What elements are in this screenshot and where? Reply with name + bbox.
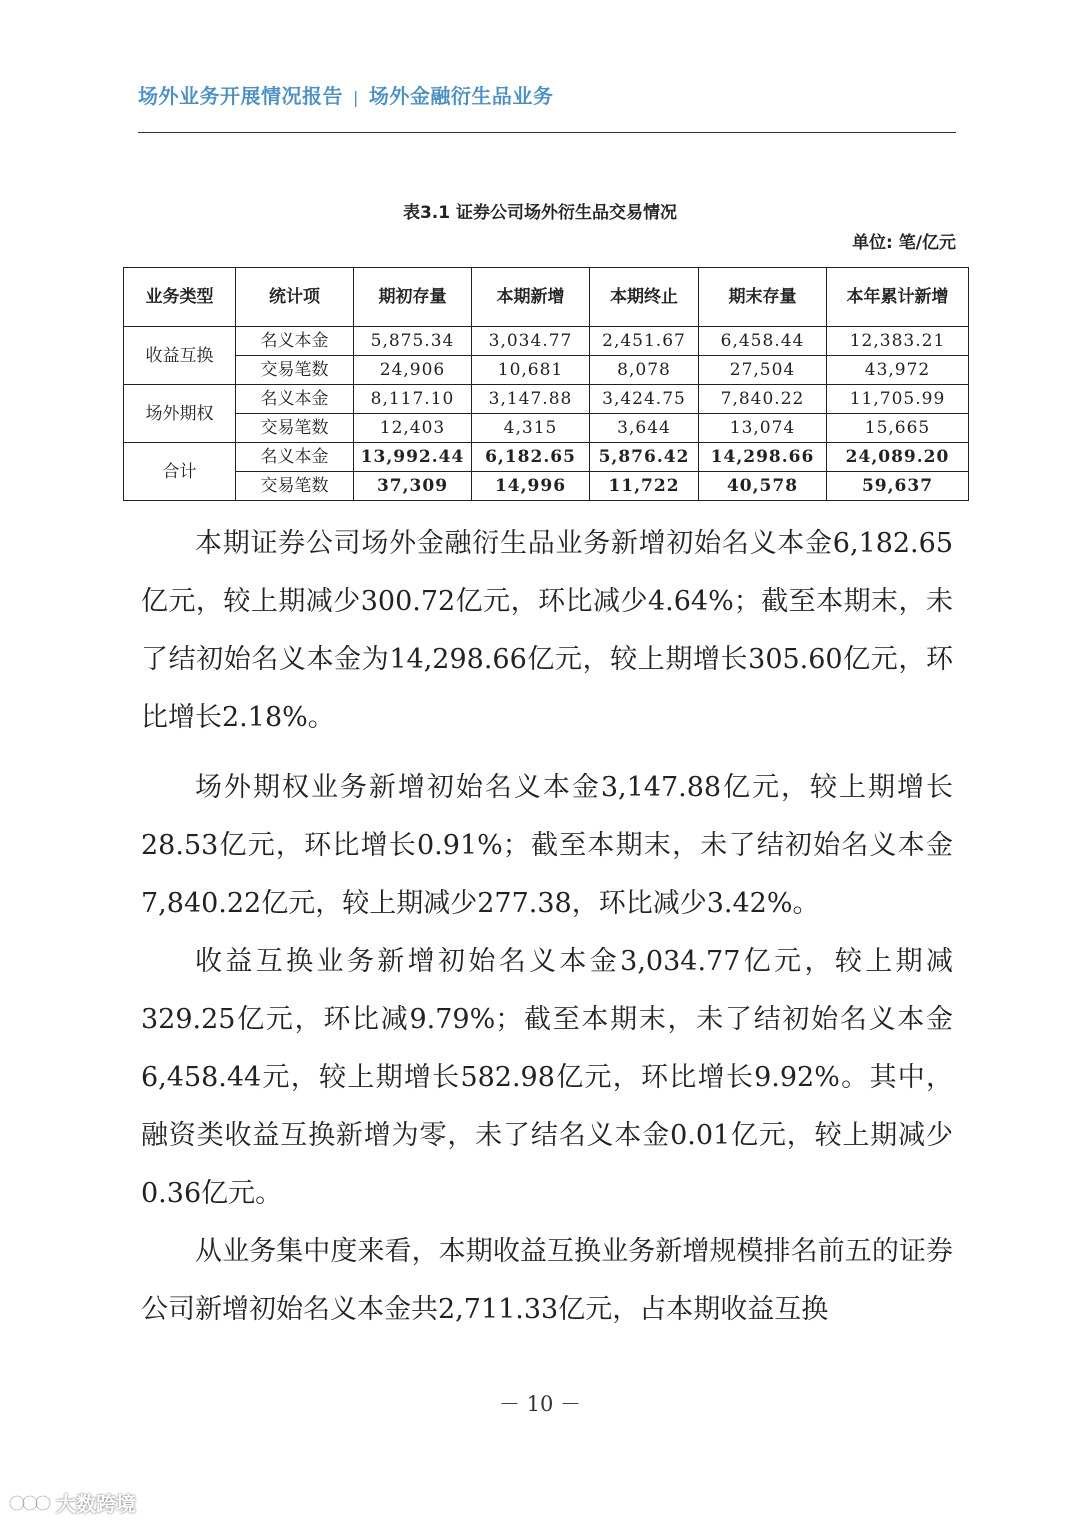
header-separator: | [353, 88, 359, 107]
value-cell: 4,315 [472, 414, 590, 443]
value-cell: 14,298.66 [699, 443, 827, 472]
value-cell: 6,458.44 [699, 327, 827, 356]
table-row [124, 356, 969, 385]
item-cell: 交易笔数 [236, 356, 354, 385]
table-row-total [124, 472, 969, 501]
value-cell: 2,451.67 [590, 327, 699, 356]
item-cell: 名义本金 [236, 327, 354, 356]
header-cell: 期初存量 [354, 268, 472, 327]
paragraph: 收益互换业务新增初始名义本金3,034.77亿元，较上期减329.25亿元，环比减9.79%；截至本期末，未了结初始名义本金6,458.44元，较上期增长582.98亿元，环比增长9.92%。其中，融资类收益互换新增为零，未了结名义本金0.01亿元，较上期减少0.36亿元。 [141, 946, 953, 1209]
value-cell: 15,665 [827, 414, 969, 443]
header-cell: 本期终止 [590, 268, 699, 327]
header-cell: 本年累计新增 [827, 268, 969, 327]
item-cell: 名义本金 [236, 443, 354, 472]
table-row [124, 385, 969, 414]
value-cell: 14,996 [472, 472, 590, 501]
item-cell: 交易笔数 [236, 414, 354, 443]
header-rule [138, 132, 956, 133]
header-report-title: 场外业务开展情况报告 [138, 84, 343, 108]
value-cell: 3,034.77 [472, 327, 590, 356]
value-cell: 12,403 [354, 414, 472, 443]
running-header [138, 80, 956, 109]
header-cell: 业务类型 [124, 268, 236, 327]
value-cell: 12,383.21 [827, 327, 969, 356]
group-cell-total: 合计 [124, 443, 236, 501]
value-cell: 59,637 [827, 472, 969, 501]
header-cell: 期末存量 [699, 268, 827, 327]
page-number: － 10 － [498, 1392, 582, 1416]
paragraph: 本期证券公司场外金融衍生品业务新增初始名义本金6,182.65亿元，较上期减少300.72亿元，环比减少4.64%；截至本期末，未了结初始名义本金为14,298.66亿元，较上期增长305.60亿元，环比增长2.18%。 [141, 528, 953, 733]
value-cell: 10,681 [472, 356, 590, 385]
table-header-row [124, 268, 969, 327]
paragraph: 从业务集中度来看，本期收益互换业务新增规模排名前五的证券公司新增初始名义本金共2,711.33亿元，占本期收益互换 [141, 1236, 953, 1325]
value-cell: 5,876.42 [590, 443, 699, 472]
table-row-total [124, 443, 969, 472]
item-cell: 交易笔数 [236, 472, 354, 501]
value-cell: 5,875.34 [354, 327, 472, 356]
table-unit: 单位: 笔/亿元 [852, 233, 956, 253]
header-cell: 本期新增 [472, 268, 590, 327]
value-cell: 27,504 [699, 356, 827, 385]
value-cell: 3,644 [590, 414, 699, 443]
value-cell: 11,705.99 [827, 385, 969, 414]
watermark [8, 1488, 136, 1517]
group-cell-otc-option: 场外期权 [124, 385, 236, 443]
value-cell: 43,972 [827, 356, 969, 385]
value-cell: 3,424.75 [590, 385, 699, 414]
header-section-title: 场外金融衍生品业务 [368, 84, 554, 108]
body-text [141, 515, 953, 1339]
value-cell: 37,309 [354, 472, 472, 501]
item-cell: 名义本金 [236, 385, 354, 414]
value-cell: 13,992.44 [354, 443, 472, 472]
derivatives-table [123, 267, 969, 501]
value-cell: 8,078 [590, 356, 699, 385]
header-cell: 统计项 [236, 268, 354, 327]
value-cell: 7,840.22 [699, 385, 827, 414]
value-cell: 3,147.88 [472, 385, 590, 414]
value-cell: 24,906 [354, 356, 472, 385]
table-title: 表3.1 证券公司场外衍生品交易情况 [402, 203, 678, 223]
value-cell: 40,578 [699, 472, 827, 501]
group-cell-income-swap: 收益互换 [124, 327, 236, 385]
value-cell: 8,117.10 [354, 385, 472, 414]
table-row [124, 414, 969, 443]
table-row [124, 327, 969, 356]
value-cell: 24,089.20 [827, 443, 969, 472]
watermark-text: 大数跨境 [56, 1492, 136, 1516]
watermark-logo-icon [8, 1492, 52, 1514]
value-cell: 13,074 [699, 414, 827, 443]
paragraph: 场外期权业务新增初始名义本金3,147.88亿元，较上期增长28.53亿元，环比增长0.91%；截至本期末，未了结初始名义本金7,840.22亿元，较上期减少277.38，环比减少3.42%。 [141, 772, 953, 919]
value-cell: 6,182.65 [472, 443, 590, 472]
value-cell: 11,722 [590, 472, 699, 501]
